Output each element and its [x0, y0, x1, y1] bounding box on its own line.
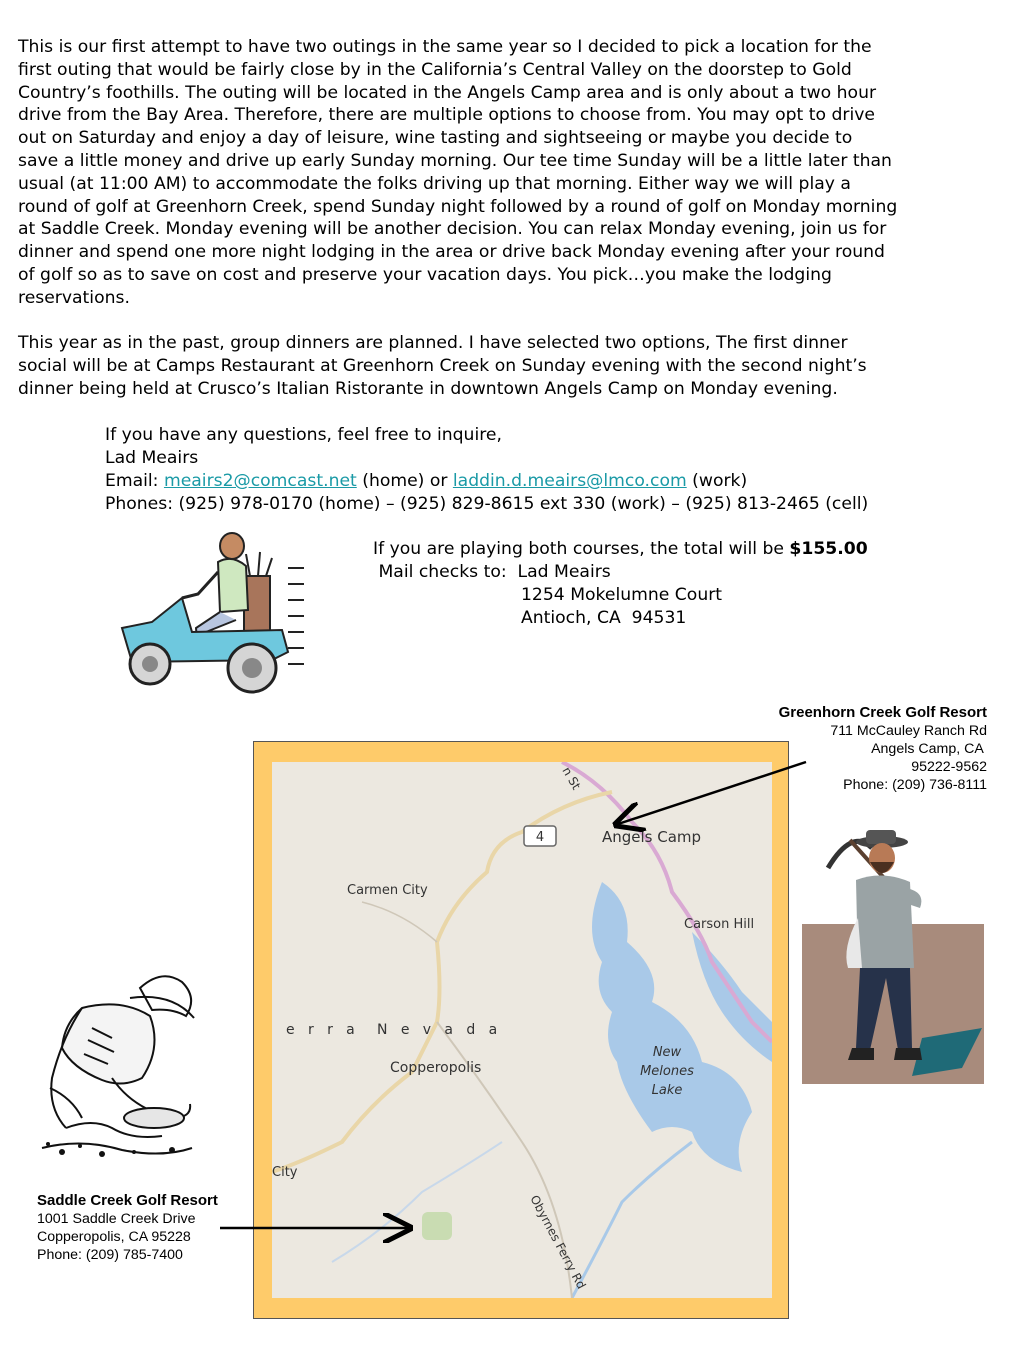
mail-checks-label: Mail checks to: Lad Meairs	[373, 562, 611, 582]
saddle-phone: Phone: (209) 785-7400	[37, 1247, 183, 1263]
intro-line: reservations.	[18, 287, 130, 308]
payment-total: If you are playing both courses, the total will be $155.00	[373, 539, 868, 559]
intro-line: save a little money and drive up early Sunday morning. Our tee time Sunday will be a little later than	[18, 150, 892, 171]
lake-melones-label: Melones	[640, 1064, 694, 1079]
greenhorn-street: 711 McCauley Ranch Rd	[830, 723, 987, 739]
route-4-label: 4	[535, 830, 545, 845]
intro-line: drive from the Bay Area. Therefore, there are multiple options to choose from. You may opt to drive	[18, 105, 875, 126]
lake-new-label: New	[652, 1045, 682, 1060]
carson-hill-label: Carson Hill	[684, 917, 755, 932]
miner-with-pickaxe-icon	[802, 828, 986, 1086]
kneeling-gold-panner-icon	[22, 968, 202, 1164]
intro-line: dinner and spend one more night lodging in the area or drive back Monday evening after your round	[18, 242, 885, 263]
copperopolis-label: Copperopolis	[390, 1060, 482, 1076]
mail-city: Antioch, CA 94531	[521, 608, 687, 628]
email-home-link[interactable]: meairs2@comcast.net	[163, 471, 357, 491]
intro-line: Country’s foothills. The outing will be located in the Angels Camp area and is only about a two hour	[18, 82, 877, 103]
saddle-street: 1001 Saddle Creek Drive	[37, 1211, 196, 1227]
dinners-line: dinner being held at Crusco’s Italian Ristorante in downtown Angels Camp on Monday evening.	[18, 378, 838, 399]
saddle-address	[37, 1192, 218, 1264]
lake-lake-label: Lake	[651, 1083, 683, 1098]
intro-line: of golf so as to save on cost and preserve your vacation days. You pick…you make the lodging	[18, 264, 832, 285]
greenhorn-name: Greenhorn Creek Golf Resort	[778, 704, 987, 721]
greenhorn-city: Angels Camp, CA	[871, 741, 987, 757]
dinners-line: This year as in the past, group dinners are planned. I have selected two options, The first dinner	[18, 333, 848, 353]
street-top-label: n St	[559, 764, 584, 793]
email-work-link[interactable]: laddin.d.meairs@lmco.com	[452, 471, 687, 491]
saddle-city: Copperopolis, CA 95228	[37, 1229, 191, 1245]
sierra-nevada-label: e r r a N e v a d a	[286, 1022, 498, 1038]
dinners-line: social will be at Camps Restaurant at Greenhorn Creek on Sunday evening with the second night’s	[18, 355, 867, 376]
greenhorn-phone: Phone: (209) 736-8111	[843, 777, 987, 793]
intro-line: out on Saturday and enjoy a day of leisure, wine tasting and sightseeing or maybe you decide to	[18, 128, 853, 149]
total-amount: $155.00	[789, 539, 868, 559]
saddle-name: Saddle Creek Golf Resort	[37, 1192, 218, 1209]
intro-line: first outing that would be fairly close by in the California’s Central Valley on the doorstep to Gold	[18, 59, 852, 80]
intro-line: This is our first attempt to have two outings in the same year so I decided to pick a location for the	[18, 37, 872, 57]
carmen-city-label: Carmen City	[347, 883, 428, 898]
contact-questions: If you have any questions, feel free to inquire,	[105, 425, 502, 445]
intro-line: round of golf at Greenhorn Creek, spend Sunday night followed by a round of golf on Monday morning	[18, 196, 898, 217]
angels-camp-label: Angels Camp	[602, 828, 702, 846]
greenhorn-zip: 95222-9562	[911, 759, 987, 775]
contact-email: Email: meairs2@comcast.net (home) or laddin.d.meairs@lmco.com (work)	[105, 471, 748, 491]
mail-street: 1254 Mokelumne Court	[521, 585, 723, 605]
intro-line: usual (at 11:00 AM) to accommodate the folks driving up that morning. Either way we will play a	[18, 173, 851, 194]
contact-name: Lad Meairs	[105, 448, 199, 468]
intro-line: at Saddle Creek. Monday evening will be another decision. You can relax Monday evening, join us for	[18, 219, 887, 240]
contact-phones: Phones: (925) 978-0170 (home) – (925) 829-8615 ext 330 (work) – (925) 813-2465 (cell)	[105, 494, 869, 514]
city-label: City	[272, 1165, 298, 1180]
obyrnes-ferry-label: Obyrnes Ferry Rd	[527, 1192, 589, 1292]
